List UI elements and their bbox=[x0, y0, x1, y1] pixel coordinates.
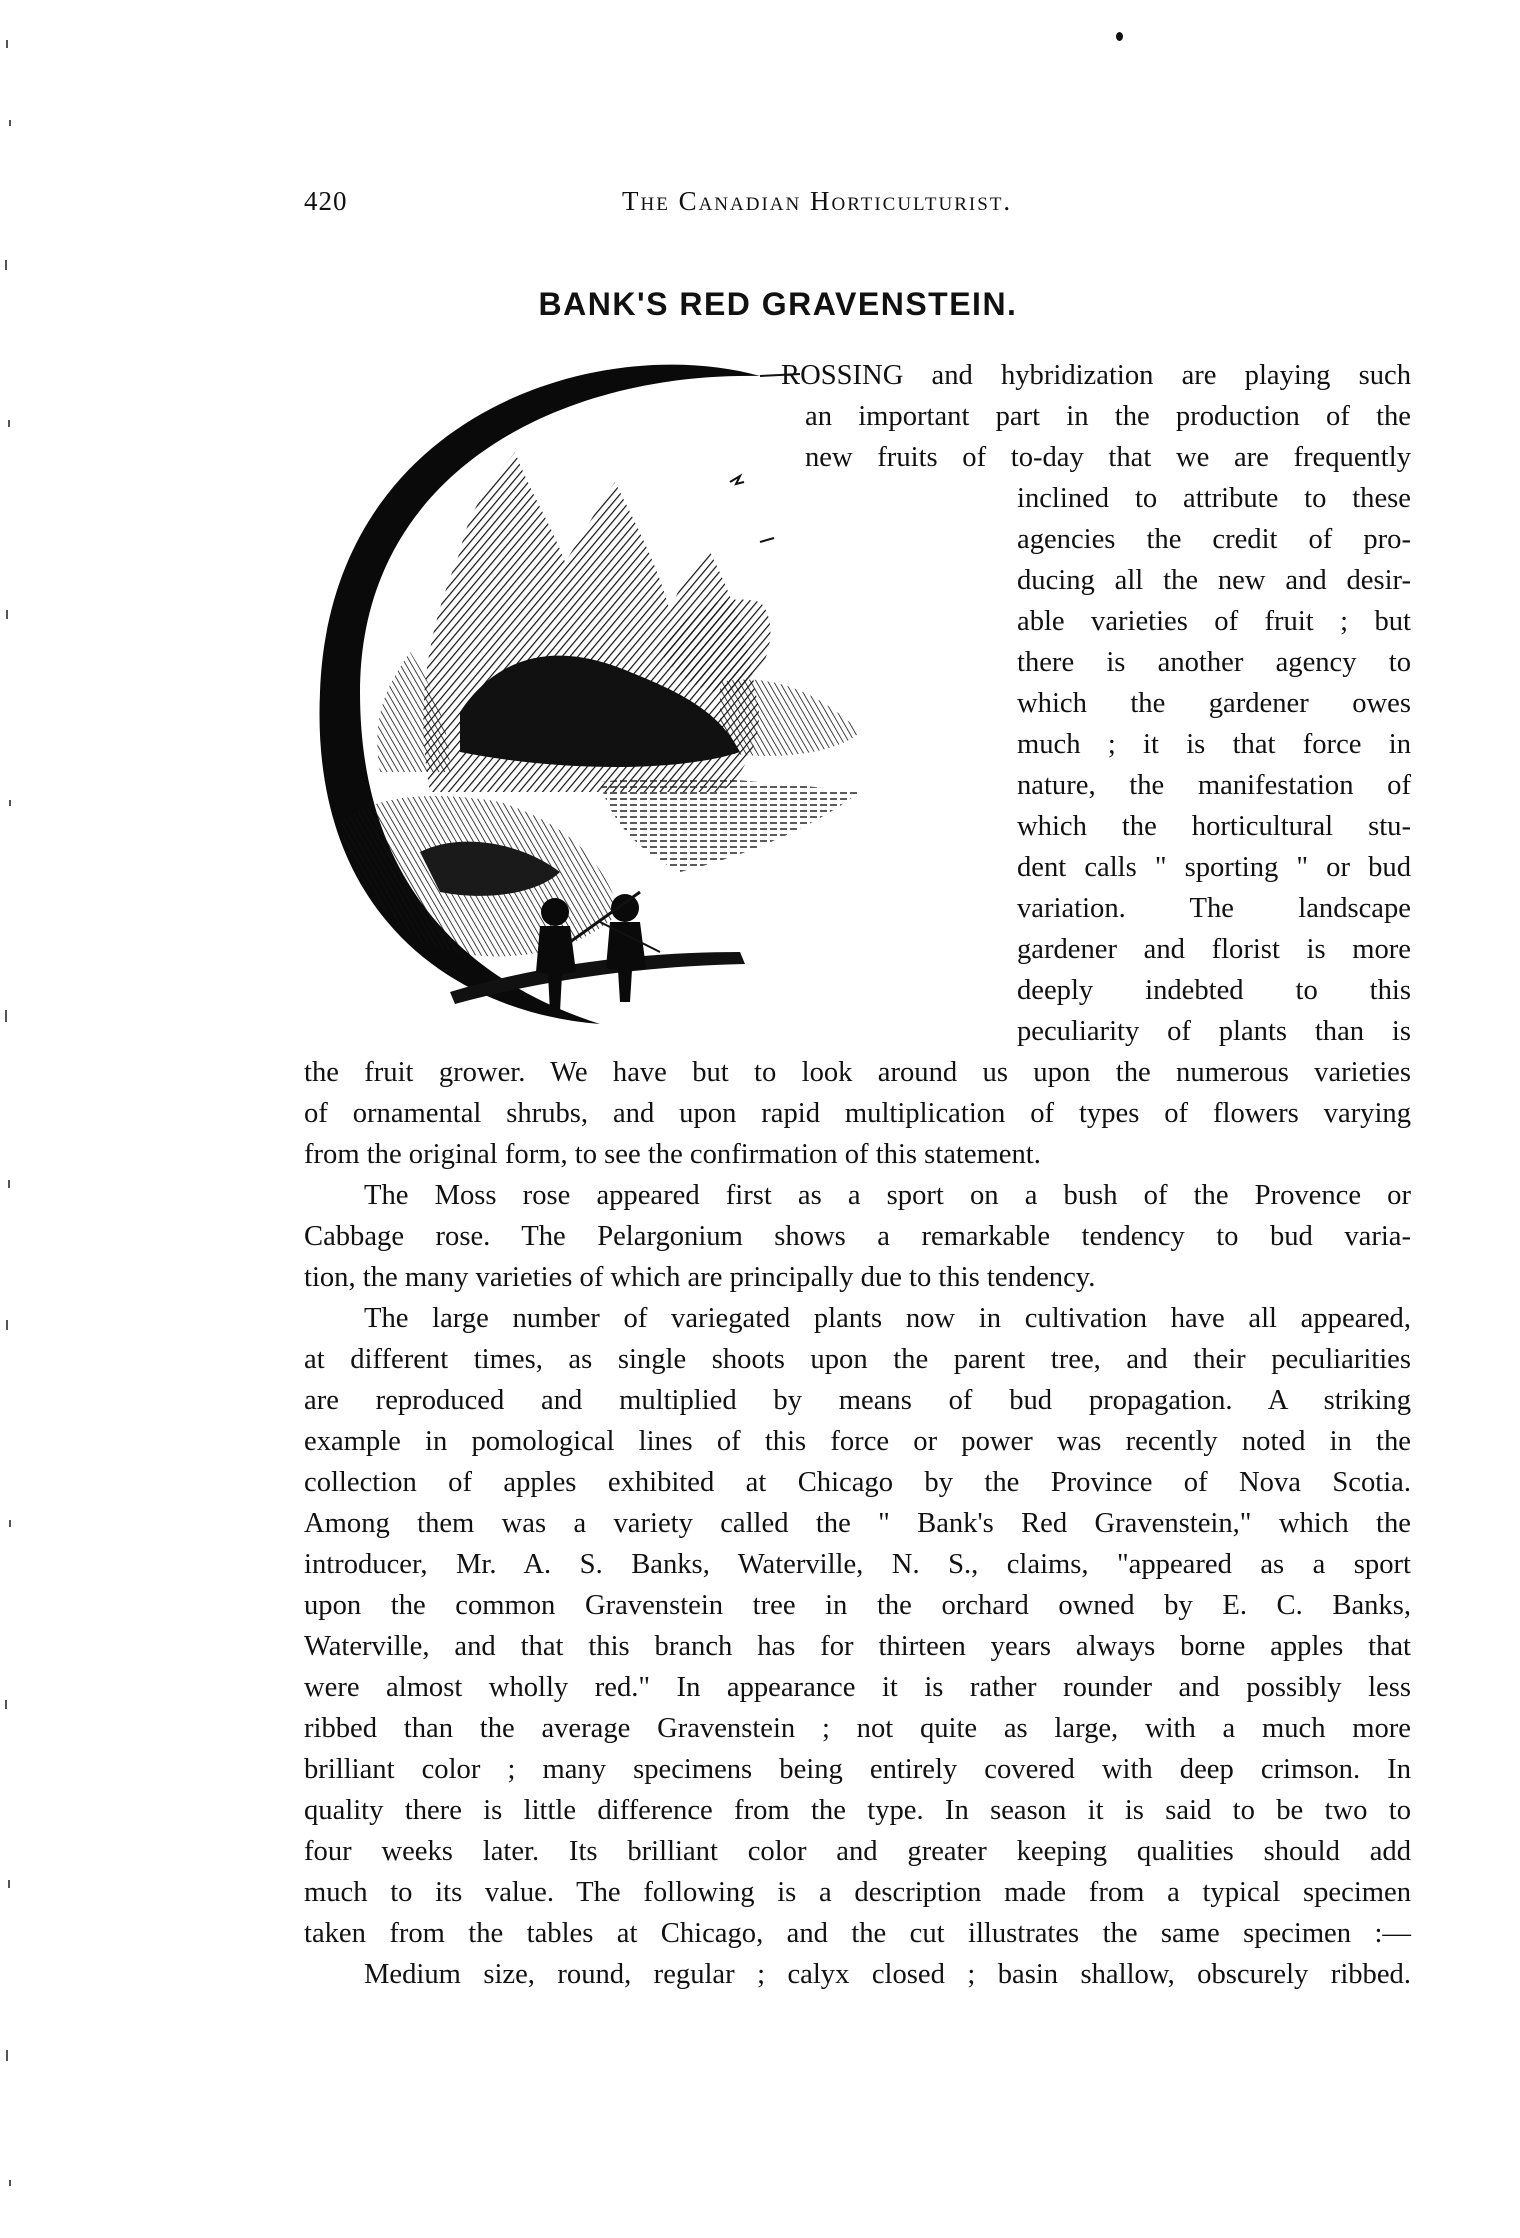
text-line: nature, the manifestation of bbox=[1017, 770, 1411, 801]
text-line: tion, the many varieties of which are principally due to this tendency. bbox=[304, 1262, 1096, 1293]
text-line: Among them was a variety called the " Bank's Red Gravenstein," which the bbox=[304, 1508, 1411, 1539]
text-line: at different times, as single shoots upon the parent tree, and their peculiarities bbox=[304, 1344, 1411, 1375]
text-line: introducer, Mr. A. S. Banks, Waterville, N. S., claims, "appeared as a sport bbox=[304, 1549, 1411, 1580]
text-line: variation. The landscape bbox=[1017, 893, 1411, 924]
text-line: collection of apples exhibited at Chicago by the Province of Nova Scotia. bbox=[304, 1467, 1411, 1498]
text-line: taken from the tables at Chicago, and the cut illustrates the same specimen :— bbox=[304, 1918, 1411, 1949]
text-line: peculiarity of plants than is bbox=[1017, 1016, 1411, 1047]
text-line: Cabbage rose. The Pelargonium shows a remarkable tendency to bud varia- bbox=[304, 1221, 1411, 1252]
text-line: dent calls " sporting " or bud bbox=[1017, 852, 1411, 883]
text-line: deeply indebted to this bbox=[1017, 975, 1411, 1006]
print-speck bbox=[1116, 32, 1123, 41]
running-title: The Canadian Horticulturist. bbox=[622, 186, 1013, 216]
text-line: upon the common Gravenstein tree in the orchard owned by E. C. Banks, bbox=[304, 1590, 1411, 1621]
text-line: The Moss rose appeared first as a sport on a bush of the Provence or bbox=[364, 1180, 1411, 1211]
page-number: 420 bbox=[304, 186, 348, 216]
text-line: the fruit grower. We have but to look around us upon the numerous varieties bbox=[304, 1057, 1411, 1088]
text-line: new fruits of to-day that we are frequently bbox=[805, 442, 1411, 473]
text-line: were almost wholly red." In appearance it is rather rounder and possibly less bbox=[304, 1672, 1411, 1703]
text-line: which the gardener owes bbox=[1017, 688, 1411, 719]
text-line: much ; it is that force in bbox=[1017, 729, 1411, 760]
text-line: example in pomological lines of this force or power was recently noted in the bbox=[304, 1426, 1411, 1457]
text-line: which the horticultural stu- bbox=[1017, 811, 1411, 842]
text-line: quality there is little difference from the type. In season it is said to be two to bbox=[304, 1795, 1411, 1826]
text-line: an important part in the production of the bbox=[805, 401, 1411, 432]
text-line: Medium size, round, regular ; calyx closed ; basin shallow, obscurely ribbed. bbox=[364, 1959, 1411, 1990]
text-line: four weeks later. Its brilliant color and greater keeping qualities should add bbox=[304, 1836, 1411, 1867]
text-line: able varieties of fruit ; but bbox=[1017, 606, 1411, 637]
text-line: of ornamental shrubs, and upon rapid multiplication of types of flowers varying bbox=[304, 1098, 1411, 1129]
text-line: gardener and florist is more bbox=[1017, 934, 1411, 965]
text-line: Waterville, and that this branch has for thirteen years always borne apples that bbox=[304, 1631, 1411, 1662]
scan-edge-specks bbox=[0, 0, 24, 2238]
text-line: agencies the credit of pro- bbox=[1017, 524, 1411, 555]
text-line: ducing all the new and desir- bbox=[1017, 565, 1411, 596]
text-line: The large number of variegated plants now in cultivation have all appeared, bbox=[364, 1303, 1411, 1334]
text-line: inclined to attribute to these bbox=[1017, 483, 1411, 514]
text-line: much to its value. The following is a description made from a typical specimen bbox=[304, 1877, 1411, 1908]
text-line: there is another agency to bbox=[1017, 647, 1411, 678]
text-line: ribbed than the average Gravenstein ; not quite as large, with a much more bbox=[304, 1713, 1411, 1744]
article-title: BANK'S RED GRAVENSTEIN. bbox=[538, 286, 1018, 322]
text-line: from the original form, to see the confirmation of this statement. bbox=[304, 1139, 1041, 1170]
text-line: brilliant color ; many specimens being entirely covered with deep crimson. In bbox=[304, 1754, 1411, 1785]
text-line: ROSSING and hybridization are playing such bbox=[781, 360, 1411, 391]
text-line: are reproduced and multiplied by means of bud propagation. A striking bbox=[304, 1385, 1411, 1416]
